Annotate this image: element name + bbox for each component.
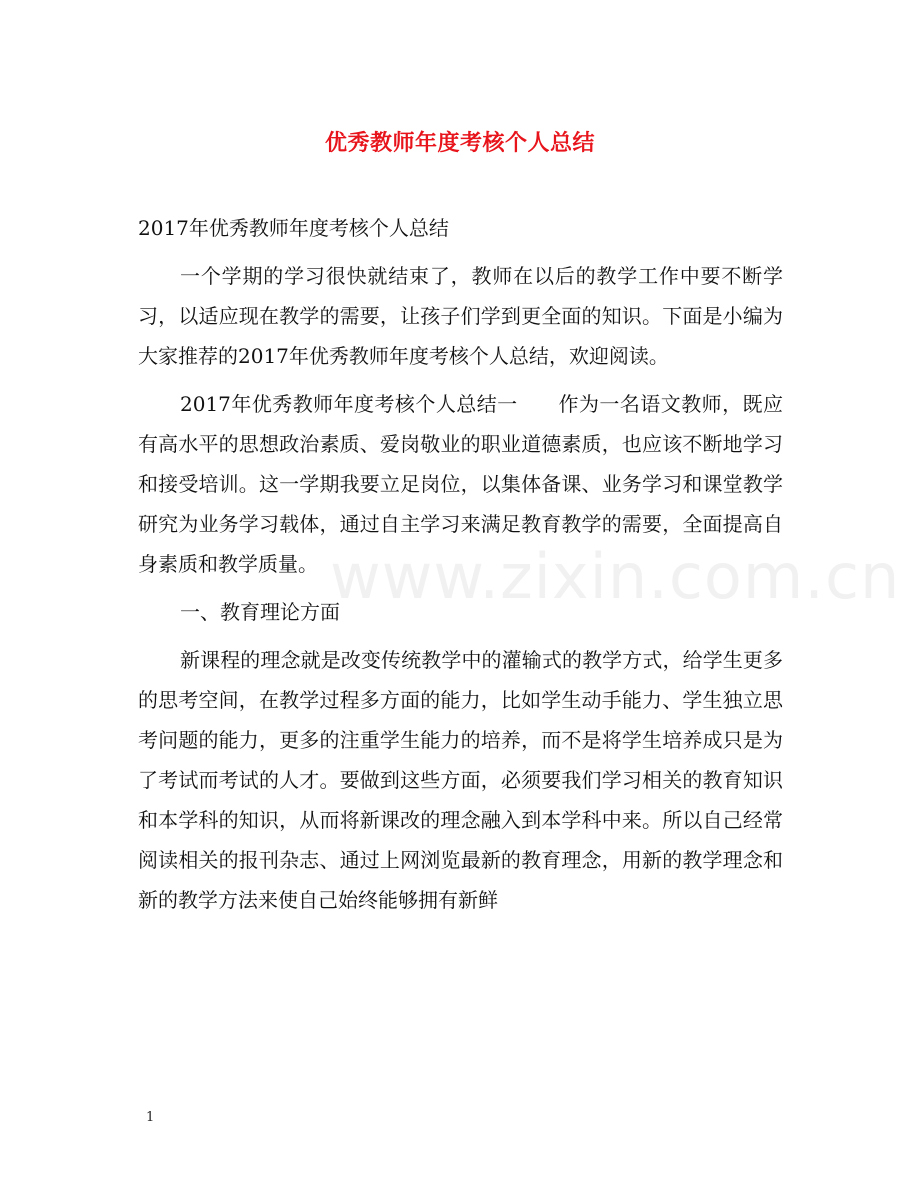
watermark: www.zixin.com.cn (330, 540, 901, 613)
page-number: 1 (146, 1110, 155, 1125)
paragraph: 2017年优秀教师年度考核个人总结一 作为一名语文教师，既应有高水平的思想政治素质、爱岗敬业的职业道德素质，也应该不断地学习和接受培训。这一学期我要立足岗位，以集体备课、业务学习和课堂教学研究为业务学习载体，通过自主学习来满足教育教学的需要，全面提高自身素质和教学质量。 (138, 392, 783, 576)
paragraph: 一个学期的学习很快就结束了，教师在以后的教学工作中要不断学习，以适应现在教学的需要，让孩子们学到更全面的知识。下面是小编为大家推荐的2017年优秀教师年度考核个人总结，欢迎阅读。 (138, 264, 783, 368)
section-heading: 一、教育理论方面 (180, 600, 340, 624)
paragraph: 新课程的理念就是改变传统教学中的灌输式的教学方式，给学生更多的思考空间，在教学过程多方面的能力，比如学生动手能力、学生独立思考问题的能力，更多的注重学生能力的培养，而不是将学生培养成只是为了考试而考试的人才。要做到这些方面，必须要我们学习相关的教育知识和本学科的知识，从而将新课改的理念融入到本学科中来。所以自己经常阅读相关的报刊杂志、通过上网浏览最新的教育理念，用新的教学理念和新的教学方法来使自己始终能够拥有新鲜 (138, 648, 783, 912)
document-subtitle: 2017年优秀教师年度考核个人总结 (138, 216, 449, 240)
document-title: 优秀教师年度考核个人总结 (324, 130, 595, 156)
document-body (138, 208, 783, 928)
